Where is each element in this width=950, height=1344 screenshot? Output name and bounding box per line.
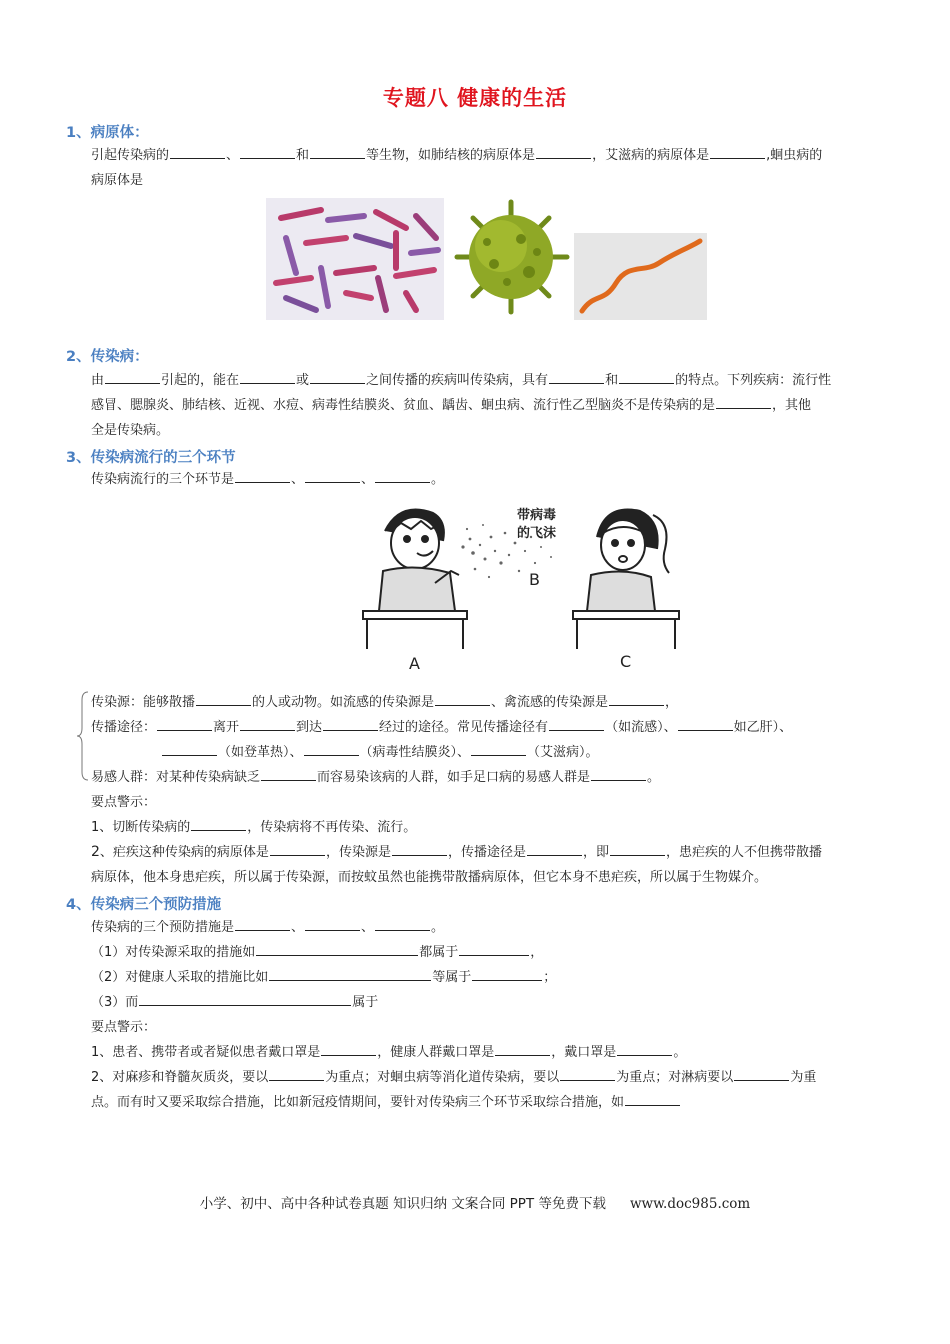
- text: 。: [673, 1045, 687, 1060]
- blank: [261, 766, 316, 781]
- desk-c: [573, 611, 679, 619]
- text: （艾滋病）。: [527, 745, 599, 760]
- blank: [191, 816, 246, 831]
- text: ，传染源是: [325, 845, 391, 860]
- text: 为重: [790, 1070, 817, 1085]
- text: ，即: [582, 845, 609, 860]
- blank: [678, 716, 733, 731]
- blank: [625, 1091, 680, 1106]
- text: ，其他: [772, 398, 812, 413]
- blank: [162, 741, 217, 756]
- blank: [610, 841, 665, 856]
- blank: [459, 941, 529, 956]
- blank: [471, 741, 526, 756]
- text: 离开: [213, 720, 240, 735]
- blank: [235, 468, 290, 483]
- text: ，: [530, 945, 544, 960]
- text: 传染源：能够散播: [91, 695, 196, 710]
- text: 1、切断传染病的: [91, 820, 191, 835]
- blank: [196, 691, 251, 706]
- blank: [323, 716, 378, 731]
- blank: [716, 394, 771, 409]
- text: （病毒性结膜炎）、: [359, 745, 471, 760]
- text: 传播途径：: [91, 720, 157, 735]
- text: 到达: [296, 720, 323, 735]
- text: 全是传染病。: [91, 423, 170, 438]
- section-3-details: [91, 690, 891, 890]
- text: （3）而: [91, 995, 139, 1010]
- text: 如乙肝）、: [733, 720, 793, 735]
- boy-figure: [379, 510, 459, 611]
- blank: [527, 841, 582, 856]
- text: ，传染病将不再传染、流行。: [247, 820, 417, 835]
- text: 。: [431, 920, 445, 935]
- text: 由: [91, 373, 105, 388]
- blank: [375, 468, 430, 483]
- blank: [310, 369, 365, 384]
- blank: [235, 916, 290, 931]
- text: 经过的途径。常见传播途径有: [379, 720, 549, 735]
- text: 、禽流感的传染源是: [491, 695, 609, 710]
- text: 、: [361, 920, 375, 935]
- blank: [269, 966, 431, 981]
- text: 为重点；对淋病要以: [616, 1070, 734, 1085]
- blank: [549, 716, 604, 731]
- text: （2）对健康人采取的措施比如: [91, 970, 269, 985]
- text: 易感人群：对某种传染病缺乏: [91, 770, 261, 785]
- text: （1）对传染源采取的措施如: [91, 945, 256, 960]
- blank: [310, 144, 365, 159]
- text: 之间传播的疾病叫传染病，具有: [366, 373, 549, 388]
- text: 感冒、腮腺炎、肺结核、近视、水痘、病毒性结膜炎、贫血、龋齿、蛔虫病、流行性乙型脑炎不是传染病的是: [91, 398, 716, 413]
- blank: [170, 144, 225, 159]
- text: 、: [361, 472, 375, 487]
- text: 属于: [352, 995, 379, 1010]
- text: 而容易染该病的人群，如手足口病的易感人群是: [317, 770, 591, 785]
- blank: [392, 841, 447, 856]
- text: 、疟疾这种传染病的病原体是: [99, 845, 269, 860]
- text: 的特点。下列疾病：流行性: [675, 373, 832, 388]
- text: 的人或动物。如流感的传染源是: [252, 695, 435, 710]
- section-1-heading: 1、病原体：: [66, 125, 149, 141]
- text: ，传播途径是: [447, 845, 526, 860]
- text: 都属于: [419, 945, 459, 960]
- blank: [560, 1066, 615, 1081]
- text: 引起传染病的: [91, 148, 170, 163]
- text: 2、对麻疹和脊髓灰质炎，要以: [91, 1070, 269, 1085]
- text: 传染病流行的三个环节是: [91, 472, 235, 487]
- text: ，: [665, 695, 679, 710]
- blank: [536, 144, 591, 159]
- label-c: C: [620, 652, 632, 671]
- virus-image: [449, 194, 574, 320]
- blank: [472, 966, 542, 981]
- text: 和: [605, 373, 619, 388]
- text: 2: [91, 844, 100, 860]
- blank: [240, 369, 295, 384]
- text: （如流感）、: [605, 720, 677, 735]
- text: 引起的，能在: [161, 373, 240, 388]
- blank: [256, 941, 418, 956]
- blank: [321, 1041, 376, 1056]
- girl-figure: [587, 509, 669, 611]
- text: 要点警示：: [91, 795, 157, 810]
- text: 病原体是: [91, 173, 144, 188]
- droplet-label-line2: 的飞沫: [517, 526, 557, 541]
- text: 、: [226, 148, 240, 163]
- text: 等属于: [432, 970, 472, 985]
- section-4-text: [91, 915, 883, 1115]
- footer-url[interactable]: www.doc985.com: [629, 1196, 751, 1212]
- label-b: B: [529, 570, 540, 589]
- blank: [157, 716, 212, 731]
- text: 要点警示：: [91, 1020, 157, 1035]
- text: 、: [291, 920, 305, 935]
- blank: [305, 916, 360, 931]
- text: 。: [647, 770, 661, 785]
- blank: [375, 916, 430, 931]
- text: （如登革热）、: [218, 745, 303, 760]
- blank: [495, 1041, 550, 1056]
- bacteria-image: [266, 198, 444, 320]
- transmission-illustration: [355, 493, 685, 673]
- text: ，戴口罩是: [551, 1045, 617, 1060]
- section-1-text: [91, 143, 883, 193]
- footer-text: 小学、初中、高中各种试卷真题 知识归纳 文案合同 PPT 等免费下载: [199, 1196, 606, 1212]
- text: 病原体，他本身患疟疾，所以属于传染源，而按蚊虽然也能携带散播病原体，但它本身不患疟疾，所以属于生物媒介。: [91, 870, 768, 885]
- text: 等生物，如肺结核的病原体是: [366, 148, 536, 163]
- text: 。: [431, 472, 445, 487]
- blank: [139, 991, 351, 1006]
- blank: [240, 716, 295, 731]
- text: 和: [296, 148, 310, 163]
- text: 点。而有时又要采取综合措施，比如新冠疫情期间，要针对传染病三个环节采取综合措施，如: [91, 1095, 625, 1110]
- text: 1、患者、携带者或者疑似患者戴口罩是: [91, 1045, 321, 1060]
- label-a: A: [409, 654, 420, 673]
- text: ，健康人群戴口罩是: [377, 1045, 495, 1060]
- text: ；: [543, 970, 557, 985]
- text: ，患疟疾的人不但携带散播: [665, 845, 822, 860]
- blank: [269, 1066, 324, 1081]
- blank: [435, 691, 490, 706]
- blank: [549, 369, 604, 384]
- section-3-intro: [91, 467, 891, 492]
- text: ,蛔虫病的: [766, 148, 823, 163]
- blank: [710, 144, 765, 159]
- blank: [305, 468, 360, 483]
- page-title: 专题八 健康的生活: [382, 86, 568, 110]
- section-4-heading: 4、传染病三个预防措施: [66, 897, 222, 913]
- blank: [240, 144, 295, 159]
- blank: [304, 741, 359, 756]
- text: 或: [296, 373, 310, 388]
- roundworm-image: [574, 233, 707, 320]
- blank: [734, 1066, 789, 1081]
- blank: [619, 369, 674, 384]
- desk-a: [363, 611, 467, 619]
- section-3-heading: 3、传染病流行的三个环节: [66, 450, 236, 466]
- text: 、: [291, 472, 305, 487]
- blank: [609, 691, 664, 706]
- droplet-label-line1: 带病毒: [517, 508, 557, 523]
- section-2-text: [91, 368, 883, 443]
- text: 传染病的三个预防措施是: [91, 920, 235, 935]
- section-2-heading: 2、传染病：: [66, 349, 149, 365]
- brace-icon: [76, 690, 90, 782]
- footer: [0, 1192, 950, 1212]
- text: 为重点；对蛔虫病等消化道传染病，要以: [325, 1070, 560, 1085]
- blank: [617, 1041, 672, 1056]
- blank: [270, 841, 325, 856]
- text: ，艾滋病的病原体是: [592, 148, 710, 163]
- blank: [105, 369, 160, 384]
- blank: [591, 766, 646, 781]
